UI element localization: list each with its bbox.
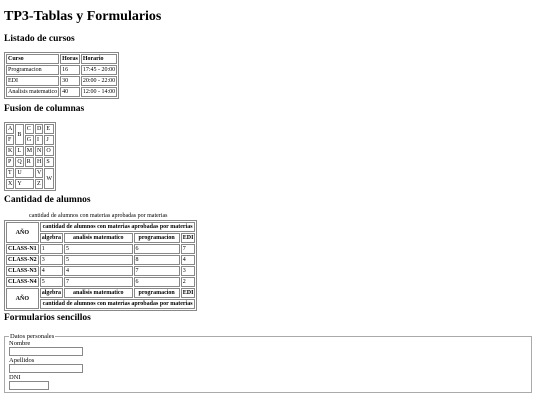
year-header: AÑO (6, 222, 39, 243)
group-header: cantidad de alumnos con materias aprobadas por materias (40, 222, 196, 232)
row-header: CLASS-N2 (8, 257, 37, 263)
table-cell: C (25, 124, 34, 134)
fieldset-legend: Datos personales (10, 333, 55, 340)
dni-input[interactable] (9, 381, 49, 390)
row-header: CLASS-N3 (8, 268, 37, 274)
table-cell: R (25, 157, 34, 167)
table-caption: cantidad de alumnos con materias aprobadas por materias (29, 213, 168, 219)
table-cell: 17:45 - 20:00 (82, 67, 116, 73)
column-header: Horas (62, 56, 78, 62)
table-row (6, 277, 195, 287)
section-title-merge: Fusion de columnas (4, 104, 85, 114)
column-header: analisis matematico (64, 233, 133, 243)
year-footer: AÑO (6, 288, 39, 309)
table-row (6, 266, 195, 276)
table-cell: D (37, 126, 42, 132)
table-cell: S (44, 157, 54, 167)
nombre-input[interactable] (9, 347, 83, 356)
table-cell: M (26, 148, 33, 154)
table-cell: 4 (181, 255, 196, 265)
table-row (6, 168, 54, 178)
section-title-forms: Formularios sencillos (4, 313, 91, 323)
table-cell: U (15, 168, 34, 178)
table-cell: T (6, 168, 14, 178)
column-footer: algebra (41, 290, 62, 296)
table-cell: Q (17, 159, 22, 165)
table-cell: W (44, 168, 54, 189)
table-row (6, 255, 195, 265)
table-cell: 1 (40, 244, 63, 254)
table-cell: Analisis matematico (8, 89, 58, 95)
table-cell: 6 (134, 277, 180, 287)
table-cell: P (6, 157, 14, 167)
table-cell: V (37, 170, 42, 176)
table-cell: L (15, 146, 23, 156)
group-footer: cantidad de alumnos con materias aprobadas por materias (40, 299, 196, 309)
table-cell: 8 (134, 255, 180, 265)
table-cell: O (44, 146, 54, 156)
table-row (6, 244, 195, 254)
table-cell: EDI (6, 76, 59, 86)
table-cell: B (15, 124, 23, 145)
table-cell: 12:00 - 14:00 (82, 89, 116, 95)
table-row (6, 135, 54, 145)
table-cell: N (37, 148, 42, 154)
apellidos-label: Apellidos (9, 357, 35, 364)
students-table (4, 220, 197, 311)
table-cell: 30 (60, 76, 80, 86)
row-header: CLASS-N1 (8, 246, 37, 252)
nombre-label: Nombre (9, 340, 31, 347)
courses-table (4, 52, 119, 99)
column-footer: analisis matematico (64, 288, 133, 298)
table-cell: G (25, 135, 34, 145)
table-cell: 3 (181, 266, 196, 276)
table-cell: 7 (64, 277, 133, 287)
column-header: programacion (134, 233, 180, 243)
table-cell: I (35, 135, 43, 145)
table-cell: 4 (40, 266, 63, 276)
table-cell: 6 (134, 244, 180, 254)
table-cell: X (8, 181, 13, 187)
table-cell: 5 (40, 277, 63, 287)
page-title: TP3-Tablas y Formularios (4, 9, 162, 24)
section-title-courses: Listado de cursos (4, 34, 75, 44)
table-cell: 5 (64, 255, 133, 265)
column-header: Horario (81, 54, 117, 64)
table-header-row (6, 54, 117, 64)
dni-label: DNI (9, 374, 21, 381)
table-cell: 7 (181, 244, 196, 254)
table-cell: J (44, 135, 54, 145)
table-row (6, 146, 54, 156)
table-cell: 16 (60, 65, 80, 75)
table-row (6, 87, 117, 97)
table-cell: E (44, 124, 54, 134)
table-row (6, 157, 54, 167)
table-row (6, 65, 117, 75)
merge-table (4, 122, 56, 191)
table-cell: 2 (181, 277, 196, 287)
table-cell: H (37, 159, 42, 165)
column-footer: programacion (134, 288, 180, 298)
column-header: EDI (182, 235, 194, 241)
table-cell: F (6, 135, 14, 145)
table-row (6, 124, 54, 134)
column-header: algebra (41, 235, 62, 241)
apellidos-input[interactable] (9, 364, 83, 373)
table-cell: 4 (64, 266, 133, 276)
section-title-students: Cantidad de alumnos (4, 195, 91, 205)
personal-data-fieldset (4, 333, 532, 393)
row-header: CLASS-N4 (8, 279, 37, 285)
table-header-row (6, 222, 195, 232)
column-footer: EDI (182, 290, 194, 296)
table-cell: Y (15, 179, 34, 189)
table-cell: A (8, 126, 13, 132)
table-cell: Programacion (6, 65, 59, 75)
table-cell: 3 (40, 255, 63, 265)
table-cell: 20:00 - 22:00 (82, 78, 116, 84)
table-cell: 7 (134, 266, 180, 276)
column-header: Curso (6, 54, 59, 64)
table-cell: Z (35, 179, 43, 189)
table-cell: 40 (60, 87, 80, 97)
table-cell: K (8, 148, 13, 154)
table-row (6, 76, 117, 86)
table-cell: 5 (64, 244, 133, 254)
table-footer-row (6, 288, 195, 298)
